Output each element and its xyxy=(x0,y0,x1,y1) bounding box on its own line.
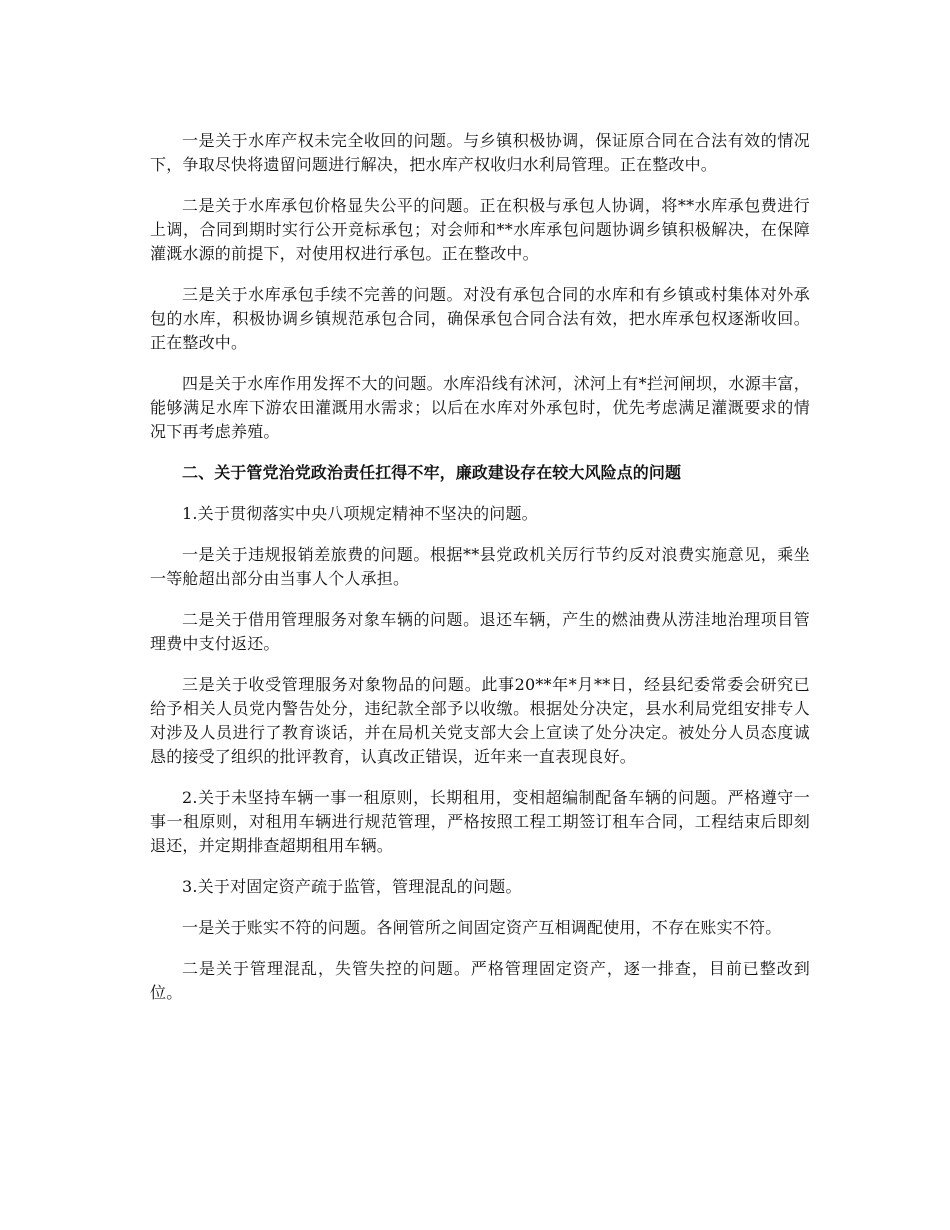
subsection-fixed-assets: 3.关于对固定资产疏于监管，管理混乱的问题。 xyxy=(182,877,522,896)
paragraph-reservoir-contract-procedures: 三是关于水库承包手续不完善的问题。对没有承包合同的水库和有乡镇或村集体对外承包的水库，积极协调乡镇规范承包合同，确保承包合同合法有效，把水库承包权逐渐收回。正在整改中。 xyxy=(150,285,810,352)
paragraph-accepted-gifts: 三是关于收受管理服务对象物品的问题。此事20**年*月**日，经县纪委常委会研究已给予相关人员党内警告处分，违纪款全部予以收缴。根据处分决定，县水利局党组安排专人对涉及人员进行了教育谈话，并在局机关党支部大会上宣读了处分决定。被处分人员态度诚恳的接受了组织的批评教育，认真改正错误，近年来一直表现良好。 xyxy=(150,675,810,766)
subsection-vehicle-rental: 2.关于未坚持车辆一事一租原则，长期租用，变相超编制配备车辆的问题。严格遵守一事一租原则，对租用车辆进行规范管理，严格按照工程工期签订租车合同，工程结束后即刻退还，并定期排查超期租用车辆。 xyxy=(150,788,810,855)
paragraph-borrowed-vehicles: 二是关于借用管理服务对象车辆的问题。退还车辆，产生的燃油费从涝洼地治理项目管理费中支付返还。 xyxy=(150,610,810,653)
paragraph-account-mismatch: 一是关于账实不符的问题。各闸管所之间固定资产互相调配使用，不存在账实不符。 xyxy=(182,918,782,937)
paragraph-reservoir-function: 四是关于水库作用发挥不大的问题。水库沿线有沭河，沭河上有*拦河闸坝，水源丰富，能够满足水库下游农田灌溉用水需求；以后在水库对外承包时，优先考虑满足灌溉要求的情况下再考虑养殖。 xyxy=(150,374,810,441)
paragraph-reservoir-contract-price: 二是关于水库承包价格显失公平的问题。正在积极与承包人协调，将**水库承包费进行上调，合同到期时实行公开竞标承包；对会师和**水库承包问题协调乡镇积极解决，在保障灌溉水源的前提下，对使用权进行承包。正在整改中。 xyxy=(150,196,810,263)
document-page xyxy=(150,129,810,1022)
paragraph-reservoir-property-rights: 一是关于水库产权未完全收回的问题。与乡镇积极协调，保证原合同在合法有效的情况下，争取尽快将遗留问题进行解决，把水库产权收归水利局管理。正在整改中。 xyxy=(150,131,810,174)
subsection-eight-rules: 1.关于贯彻落实中央八项规定精神不坚决的问题。 xyxy=(182,504,538,523)
paragraph-travel-expenses: 一是关于违规报销差旅费的问题。根据**县党政机关厉行节约反对浪费实施意见，乘坐一等舱超出部分由当事人个人承担。 xyxy=(150,545,810,588)
paragraph-management-chaos: 二是关于管理混乱，失管失控的问题。严格管理固定资产，逐一排查，目前已整改到位。 xyxy=(150,959,810,1002)
section-heading-party-governance: 二、关于管党治党政治责任扛得不牢，廉政建设存在较大风险点的问题 xyxy=(182,463,682,482)
